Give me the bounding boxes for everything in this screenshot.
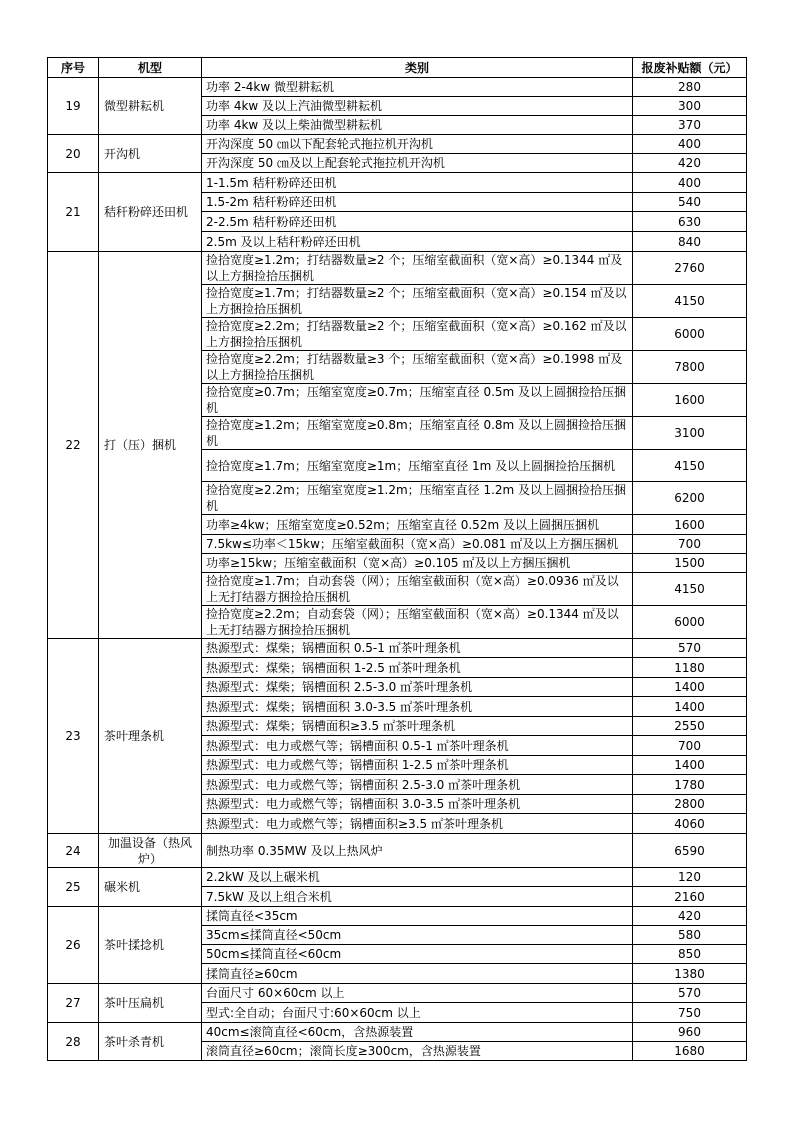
subsidy-amount: 1400 — [633, 678, 747, 697]
category-cell: 2.5m 及以上秸秆粉碎还田机 — [202, 232, 633, 252]
row-number: 27 — [48, 984, 99, 1023]
table-row — [48, 984, 747, 1003]
subsidy-amount: 400 — [633, 135, 747, 154]
subsidy-amount: 420 — [633, 907, 747, 926]
machine-type: 茶叶杀青机 — [99, 1023, 202, 1061]
category-cell: 捡拾宽度≥1.7m；压缩室宽度≥1m；压缩室直径 1m 及以上圆捆捡拾压捆机 — [202, 450, 633, 482]
table-row — [48, 78, 747, 97]
subsidy-amount: 6590 — [633, 834, 747, 868]
subsidy-amount: 850 — [633, 945, 747, 964]
subsidy-table — [47, 57, 747, 1061]
table-row — [48, 639, 747, 658]
category-cell: 功率≥4kw；压缩室宽度≥0.52m；压缩室直径 0.52m 及以上圆捆压捆机 — [202, 515, 633, 535]
category-cell: 热源型式：电力或燃气等；锅槽面积≥3.5 ㎡茶叶理条机 — [202, 814, 633, 834]
subsidy-amount: 570 — [633, 984, 747, 1003]
subsidy-amount: 2160 — [633, 887, 747, 907]
category-cell: 热源型式：电力或燃气等；锅槽面积 2.5-3.0 ㎡茶叶理条机 — [202, 775, 633, 795]
category-cell: 35cm≤揉筒直径<50cm — [202, 926, 633, 945]
subsidy-amount: 280 — [633, 78, 747, 97]
subsidy-amount: 580 — [633, 926, 747, 945]
row-number: 22 — [48, 252, 99, 639]
subsidy-amount: 750 — [633, 1003, 747, 1023]
category-cell: 7.5kW 及以上组合米机 — [202, 887, 633, 907]
category-cell: 功率 2-4kw 微型耕耘机 — [202, 78, 633, 97]
subsidy-amount: 540 — [633, 193, 747, 212]
subsidy-amount: 4150 — [633, 450, 747, 482]
table-row — [48, 834, 747, 868]
subsidy-amount: 3100 — [633, 417, 747, 450]
subsidy-amount: 300 — [633, 97, 747, 116]
subsidy-amount: 6000 — [633, 606, 747, 639]
subsidy-amount: 2800 — [633, 795, 747, 814]
category-cell: 2-2.5m 秸秆粉碎还田机 — [202, 212, 633, 232]
subsidy-amount: 4060 — [633, 814, 747, 834]
header-category: 类别 — [202, 58, 633, 78]
subsidy-amount: 120 — [633, 868, 747, 887]
category-cell: 热源型式：煤柴；锅槽面积 1-2.5 ㎡茶叶理条机 — [202, 658, 633, 678]
category-cell: 捡拾宽度≥0.7m；压缩室宽度≥0.7m；压缩室直径 0.5m 及以上圆捆捡拾压捆机 — [202, 384, 633, 417]
row-number: 25 — [48, 868, 99, 907]
subsidy-amount: 1400 — [633, 756, 747, 775]
category-cell: 热源型式：煤柴；锅槽面积 3.0-3.5 ㎡茶叶理条机 — [202, 697, 633, 717]
machine-type: 碾米机 — [99, 868, 202, 907]
subsidy-amount: 960 — [633, 1023, 747, 1042]
header-row — [48, 58, 747, 78]
subsidy-amount: 700 — [633, 535, 747, 554]
machine-type: 茶叶压扁机 — [99, 984, 202, 1023]
category-cell: 50cm≤揉筒直径<60cm — [202, 945, 633, 964]
category-cell: 捡拾宽度≥2.2m；打结器数量≥2 个；压缩室截面积（宽×高）≥0.162 ㎡及以上方捆捡拾压捆机 — [202, 318, 633, 351]
subsidy-amount: 840 — [633, 232, 747, 252]
row-number: 21 — [48, 173, 99, 252]
subsidy-amount: 630 — [633, 212, 747, 232]
subsidy-amount: 1500 — [633, 554, 747, 573]
subsidy-amount: 2760 — [633, 252, 747, 285]
table-body — [48, 78, 747, 1061]
subsidy-amount: 700 — [633, 736, 747, 756]
subsidy-amount: 6200 — [633, 482, 747, 515]
header-no: 序号 — [48, 58, 99, 78]
row-number: 28 — [48, 1023, 99, 1061]
category-cell: 捡拾宽度≥1.7m；打结器数量≥2 个；压缩室截面积（宽×高）≥0.154 ㎡及以上方捆捡拾压捆机 — [202, 285, 633, 318]
category-cell: 开沟深度 50 ㎝及以上配套轮式拖拉机开沟机 — [202, 154, 633, 173]
category-cell: 1-1.5m 秸秆粉碎还田机 — [202, 173, 633, 193]
subsidy-amount: 1180 — [633, 658, 747, 678]
category-cell: 功率 4kw 及以上汽油微型耕耘机 — [202, 97, 633, 116]
subsidy-amount: 400 — [633, 173, 747, 193]
machine-type: 茶叶理条机 — [99, 639, 202, 834]
category-cell: 1.5-2m 秸秆粉碎还田机 — [202, 193, 633, 212]
subsidy-amount: 570 — [633, 639, 747, 658]
table-row — [48, 135, 747, 154]
category-cell: 台面尺寸 60×60cm 以上 — [202, 984, 633, 1003]
machine-type: 秸秆粉碎还田机 — [99, 173, 202, 252]
category-cell: 揉筒直径<35cm — [202, 907, 633, 926]
category-cell: 捡拾宽度≥1.7m；自动套袋（网）；压缩室截面积（宽×高）≥0.0936 ㎡及以上无打结器方捆捡拾压捆机 — [202, 573, 633, 606]
row-number: 19 — [48, 78, 99, 135]
category-cell: 滚筒直径≥60cm；滚筒长度≥300cm，含热源装置 — [202, 1042, 633, 1061]
category-cell: 热源型式：电力或燃气等；锅槽面积 3.0-3.5 ㎡茶叶理条机 — [202, 795, 633, 814]
table-row — [48, 173, 747, 193]
category-cell: 捡拾宽度≥2.2m；打结器数量≥3 个；压缩室截面积（宽×高）≥0.1998 ㎡及以上方捆捡拾压捆机 — [202, 351, 633, 384]
subsidy-amount: 1780 — [633, 775, 747, 795]
subsidy-amount: 1400 — [633, 697, 747, 717]
category-cell: 2.2kW 及以上碾米机 — [202, 868, 633, 887]
subsidy-amount: 2550 — [633, 717, 747, 736]
machine-type: 茶叶揉捻机 — [99, 907, 202, 984]
subsidy-amount: 4150 — [633, 573, 747, 606]
category-cell: 7.5kw≤功率＜15kw；压缩室截面积（宽×高）≥0.081 ㎡及以上方捆压捆机 — [202, 535, 633, 554]
subsidy-amount: 370 — [633, 116, 747, 135]
machine-type: 打（压）捆机 — [99, 252, 202, 639]
category-cell: 捡拾宽度≥2.2m；压缩室宽度≥1.2m；压缩室直径 1.2m 及以上圆捆捡拾压捆机 — [202, 482, 633, 515]
category-cell: 功率≥15kw；压缩室截面积（宽×高）≥0.105 ㎡及以上方捆压捆机 — [202, 554, 633, 573]
subsidy-amount: 4150 — [633, 285, 747, 318]
subsidy-amount: 6000 — [633, 318, 747, 351]
category-cell: 热源型式：煤柴；锅槽面积 0.5-1 ㎡茶叶理条机 — [202, 639, 633, 658]
subsidy-amount: 420 — [633, 154, 747, 173]
category-cell: 揉筒直径≥60cm — [202, 964, 633, 984]
row-number: 26 — [48, 907, 99, 984]
subsidy-amount: 1680 — [633, 1042, 747, 1061]
header-subsidy: 报废补贴额（元） — [633, 58, 747, 78]
table-row — [48, 1023, 747, 1042]
header-model: 机型 — [99, 58, 202, 78]
subsidy-amount: 1380 — [633, 964, 747, 984]
category-cell: 捡拾宽度≥1.2m；压缩室宽度≥0.8m；压缩室直径 0.8m 及以上圆捆捡拾压捆机 — [202, 417, 633, 450]
subsidy-amount: 1600 — [633, 384, 747, 417]
category-cell: 开沟深度 50 ㎝以下配套轮式拖拉机开沟机 — [202, 135, 633, 154]
category-cell: 型式:全自动；台面尺寸:60×60cm 以上 — [202, 1003, 633, 1023]
row-number: 23 — [48, 639, 99, 834]
category-cell: 热源型式：煤柴；锅槽面积 2.5-3.0 ㎡茶叶理条机 — [202, 678, 633, 697]
table-row — [48, 907, 747, 926]
category-cell: 热源型式：电力或燃气等；锅槽面积 0.5-1 ㎡茶叶理条机 — [202, 736, 633, 756]
category-cell: 40cm≤滚筒直径<60cm，含热源装置 — [202, 1023, 633, 1042]
category-cell: 热源型式：电力或燃气等；锅槽面积 1-2.5 ㎡茶叶理条机 — [202, 756, 633, 775]
category-cell: 捡拾宽度≥2.2m；自动套袋（网）；压缩室截面积（宽×高）≥0.1344 ㎡及以上无打结器方捆捡拾压捆机 — [202, 606, 633, 639]
category-cell: 热源型式：煤柴；锅槽面积≥3.5 ㎡茶叶理条机 — [202, 717, 633, 736]
subsidy-amount: 1600 — [633, 515, 747, 535]
table-row — [48, 868, 747, 887]
machine-type: 开沟机 — [99, 135, 202, 173]
subsidy-amount: 7800 — [633, 351, 747, 384]
row-number: 24 — [48, 834, 99, 868]
table-row — [48, 252, 747, 285]
machine-type: 微型耕耘机 — [99, 78, 202, 135]
category-cell: 功率 4kw 及以上柴油微型耕耘机 — [202, 116, 633, 135]
machine-type: 加温设备（热风炉） — [99, 834, 202, 868]
category-cell: 捡拾宽度≥1.2m；打结器数量≥2 个；压缩室截面积（宽×高）≥0.1344 ㎡及以上方捆捡拾压捆机 — [202, 252, 633, 285]
row-number: 20 — [48, 135, 99, 173]
category-cell: 制热功率 0.35MW 及以上热风炉 — [202, 834, 633, 868]
